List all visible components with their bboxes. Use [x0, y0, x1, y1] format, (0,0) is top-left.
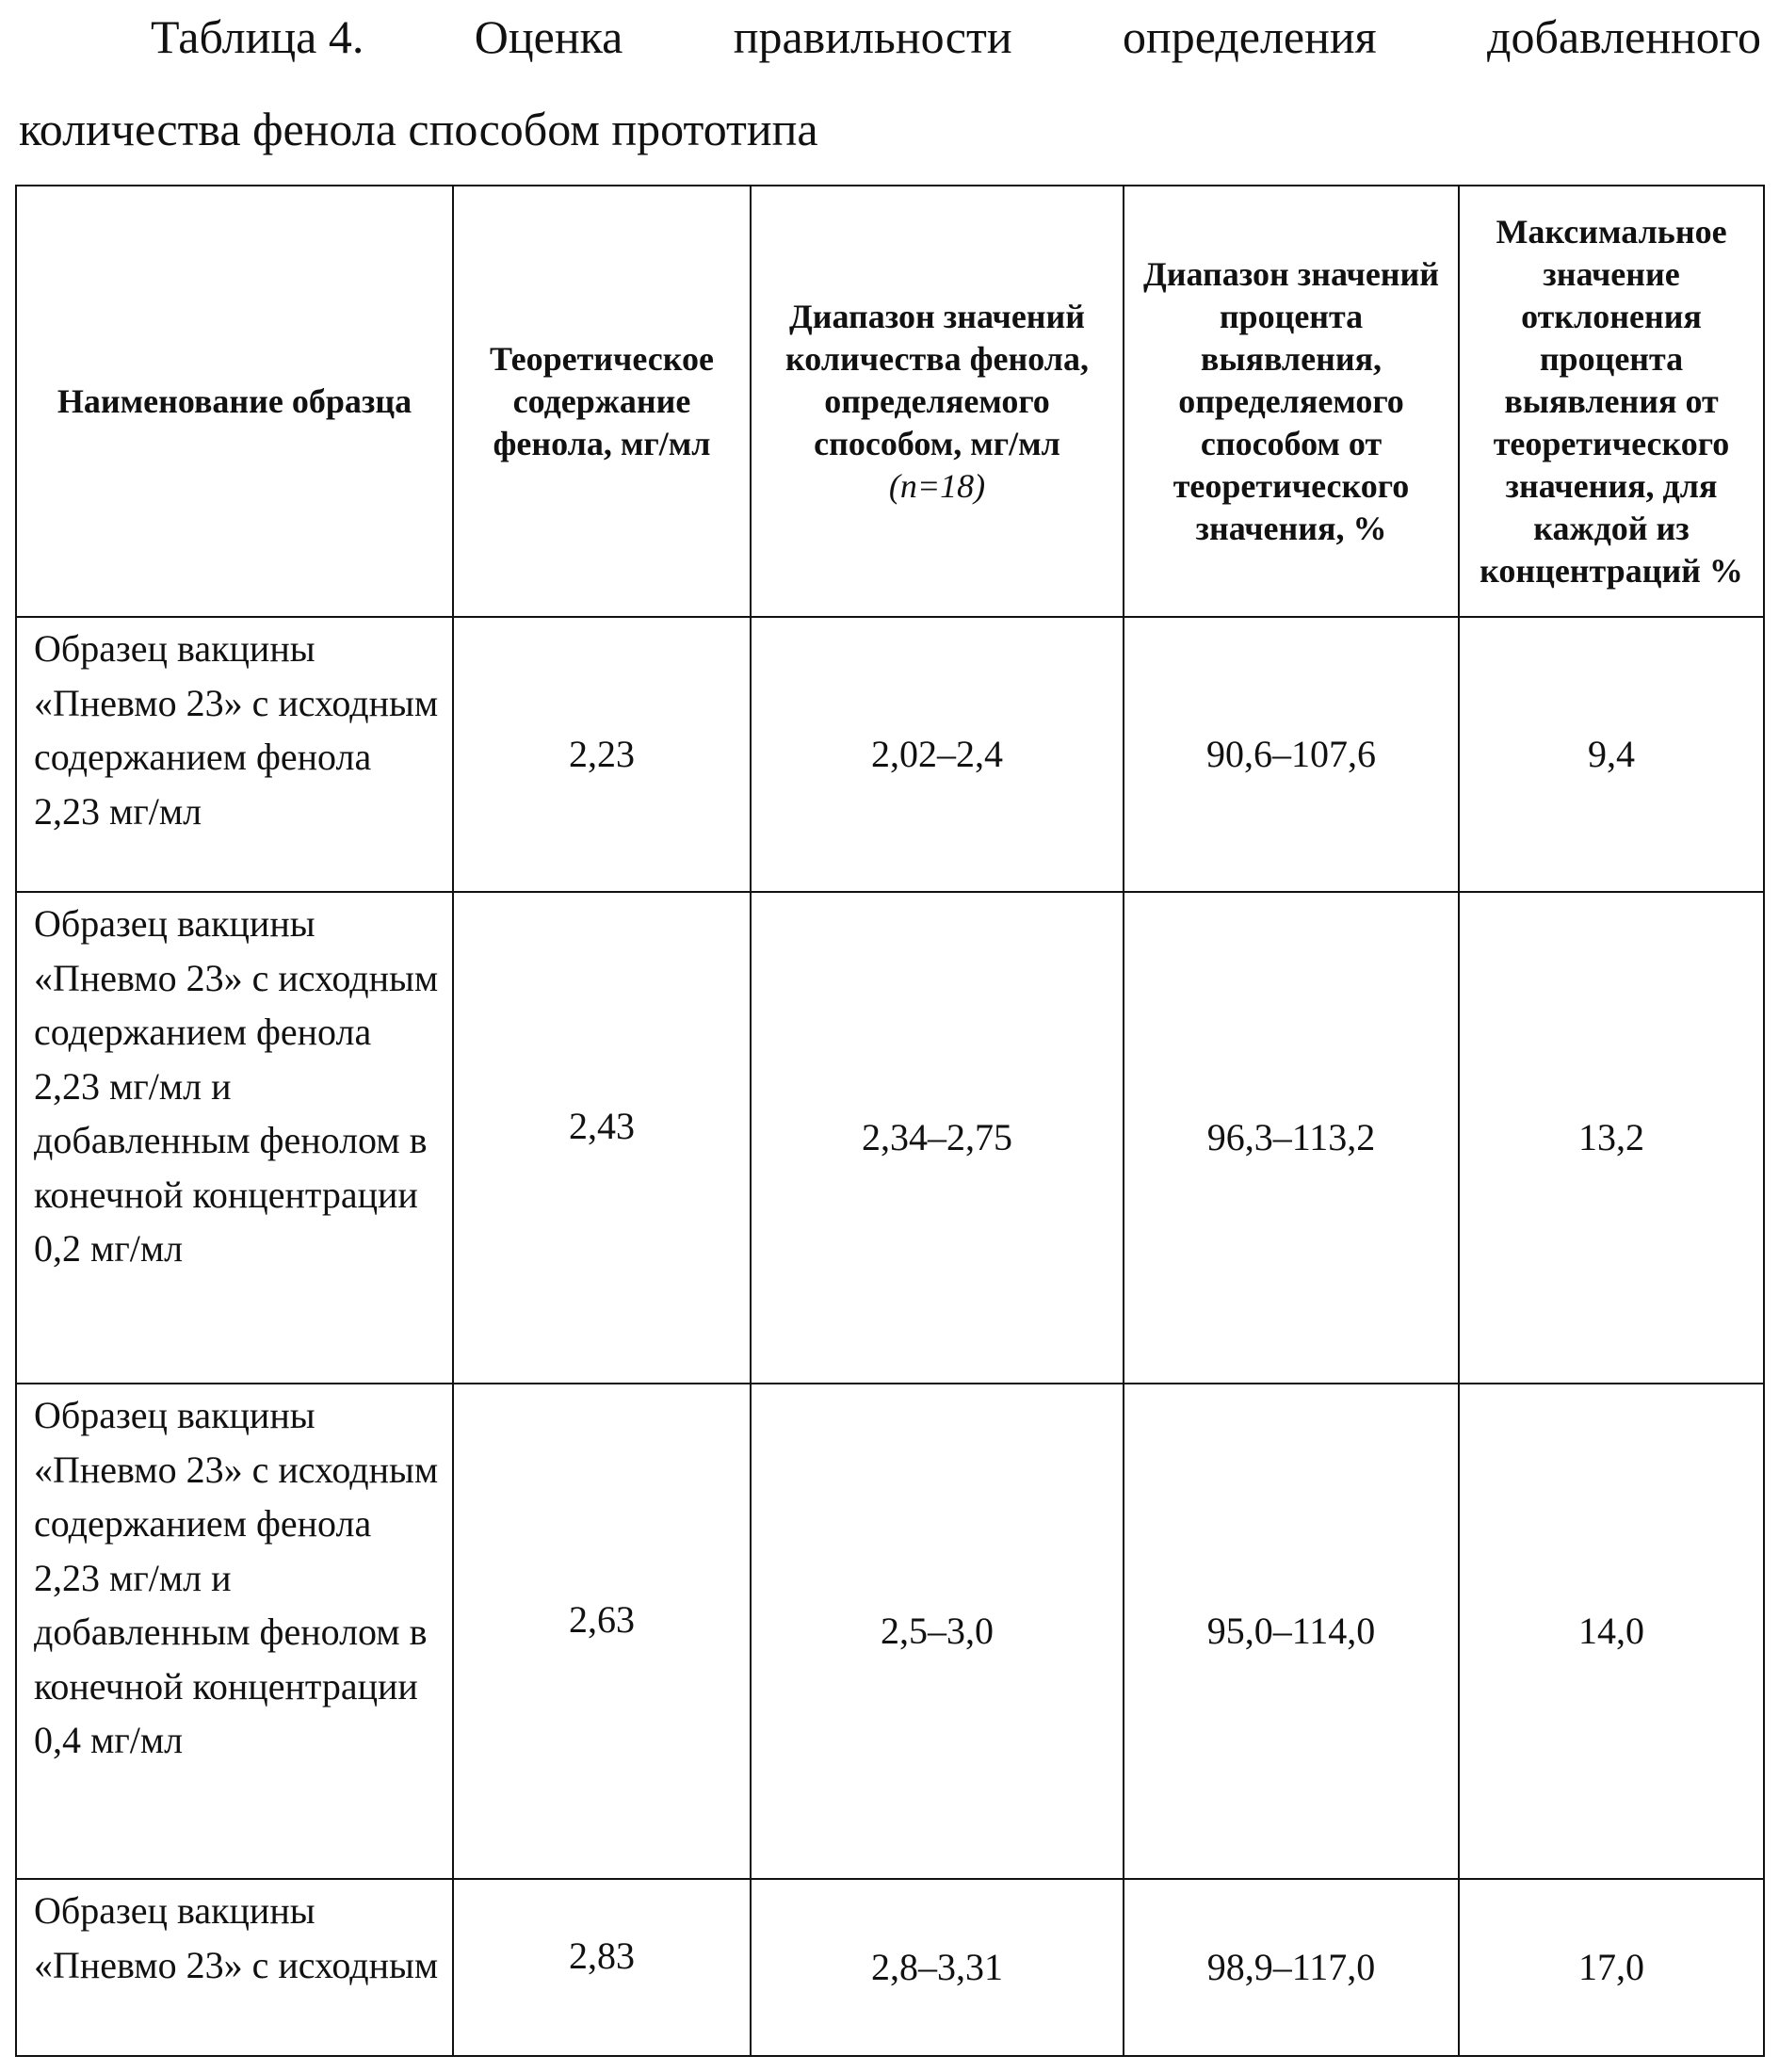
- header-row: [16, 186, 1764, 617]
- cell-theoretical-value: 2,63: [569, 1598, 635, 1642]
- header-range-amount: [751, 186, 1124, 617]
- table-caption: [19, 0, 1761, 155]
- header-theoretical: Теоретическое содержание фенола, мг/мл: [453, 186, 751, 617]
- cell-sample-name: Образец вакцины «Пневмо 23» с исходным содержанием фенола 2,23 мг/мл и добавленным фенолом в конечной концентрации 0,4 мг/мл: [16, 1384, 453, 1879]
- header-max-deviation: Максимальное значение отклонения процента выявления от теоретического значения, для каждой из концентраций %: [1459, 186, 1764, 617]
- caption-label: Таблица 4.: [151, 10, 364, 63]
- caption-word: определения: [1123, 10, 1377, 63]
- caption-word: Оценка: [474, 10, 623, 63]
- results-table: [15, 185, 1765, 2057]
- cell-range-amount: 2,34–2,75: [751, 892, 1124, 1384]
- cell-max-deviation: 17,0: [1459, 1879, 1764, 2056]
- cell-range-percent: 98,9–117,0: [1124, 1879, 1459, 2056]
- caption-line-2: количества фенола способом прототипа: [19, 103, 818, 155]
- table-row: [16, 1384, 1764, 1879]
- cell-range-amount: 2,8–3,31: [751, 1879, 1124, 2056]
- cell-theoretical: [453, 1384, 751, 1879]
- header-sample-count: (n=18): [888, 466, 986, 505]
- cell-theoretical: [453, 892, 751, 1384]
- cell-range-amount: 2,02–2,4: [751, 617, 1124, 892]
- cell-theoretical-value: 2,83: [569, 1934, 635, 1978]
- cell-sample-name: Образец вакцины «Пневмо 23» с исходным содержанием фенола 2,23 мг/мл: [16, 617, 453, 892]
- table-row: [16, 617, 1764, 892]
- header-range-percent: Диапазон значений процента выявления, определяемого способом от теоретического значения, %: [1124, 186, 1459, 617]
- cell-range-amount: 2,5–3,0: [751, 1384, 1124, 1879]
- cell-max-deviation: 9,4: [1459, 617, 1764, 892]
- caption-line-1: [19, 0, 1761, 73]
- cell-sample-name: Образец вакцины «Пневмо 23» с исходным содержанием фенола 2,23 мг/мл и добавленным фенолом в конечной концентрации 0,2 мг/мл: [16, 892, 453, 1384]
- header-range-amount-text: Диапазон значений количества фенола, определяемого способом, мг/мл: [785, 297, 1089, 462]
- cell-sample-name: Образец вакцины «Пневмо 23» с исходным: [16, 1879, 453, 2056]
- cell-range-percent: 96,3–113,2: [1124, 892, 1459, 1384]
- cell-range-percent: 95,0–114,0: [1124, 1384, 1459, 1879]
- header-sample-name: Наименование образца: [16, 186, 453, 617]
- caption-word: добавленного: [1487, 10, 1761, 63]
- caption-word: правильности: [733, 10, 1012, 63]
- cell-theoretical: [453, 1879, 751, 2056]
- cell-range-percent: 90,6–107,6: [1124, 617, 1459, 892]
- cell-max-deviation: 14,0: [1459, 1384, 1764, 1879]
- cell-max-deviation: 13,2: [1459, 892, 1764, 1384]
- cell-theoretical: 2,23: [453, 617, 751, 892]
- cell-theoretical-value: 2,43: [569, 1105, 635, 1148]
- table-row: [16, 892, 1764, 1384]
- table-row: [16, 1879, 1764, 2056]
